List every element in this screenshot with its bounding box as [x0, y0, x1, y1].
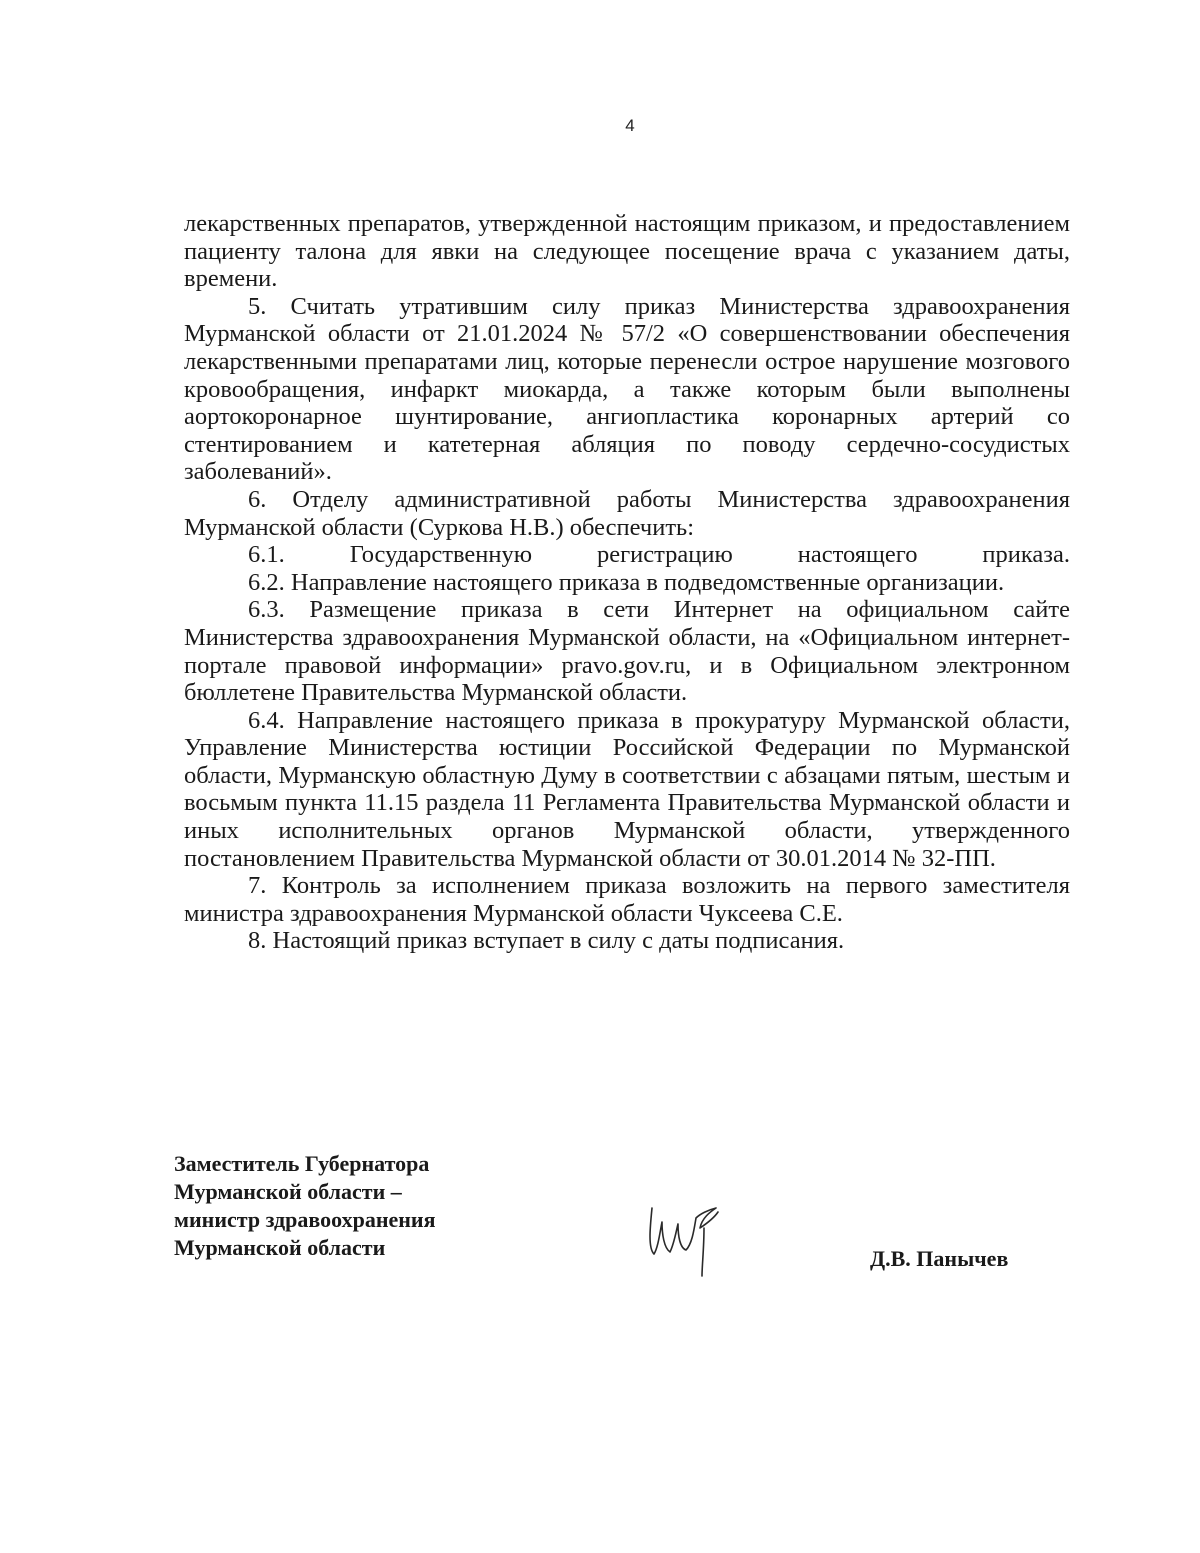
signer-title-line: Заместитель Губернатора	[174, 1151, 430, 1176]
signer-title	[174, 1150, 436, 1262]
paragraph-6-4: 6.4. Направление настоящего приказа в прокуратуру Мурманской области, Управление Министерства юстиции Российской Федерации по Мурманской области, Мурманскую областную Думу в соответствии с абзацами пятым, шестым и восьмым пункта 11.15 раздела 11 Регламента Правительства Мурманской области и иных исполнительных органов Мурманской области, утвержденного постановлением Правительства Мурманской области от 30.01.2014 № 32-ПП.	[184, 706, 1070, 872]
signer-title-line: Мурманской области –	[174, 1179, 402, 1204]
handwritten-signature	[644, 1188, 734, 1278]
signer-title-line: Мурманской области	[174, 1235, 386, 1260]
paragraph-5: 5. Считать утратившим силу приказ Министерства здравоохранения Мурманской области от 21.01.2024 № 57/2 «О совершенствовании обеспечения лекарственными препаратами лиц, которые перенесли острое нарушение мозгового кровообращения, инфаркт миокарда, а также которым были выполнены аортокоронарное шунтирование, ангиопластика коронарных артерий со стентированием и катетерная абляция по поводу сердечно-сосудистых заболеваний».	[184, 292, 1070, 486]
paragraph-6-3: 6.3. Размещение приказа в сети Интернет на официальном сайте Министерства здравоохранения Мурманской области, на «Официальном интернет-портале правовой информации» pravo.gov.ru, и в Официальном электронном бюллетене Правительства Мурманской области.	[184, 596, 1070, 707]
paragraph-6: 6. Отделу административной работы Министерства здравоохранения Мурманской области (Суркова Н.В.) обеспечить:	[184, 485, 1070, 541]
signer-name: Д.В. Панычев	[870, 1246, 1009, 1271]
signature-block	[174, 1150, 1074, 1290]
page-number: 4	[625, 116, 635, 135]
document-body	[184, 210, 1070, 955]
paragraph-8: 8. Настоящий приказ вступает в силу с даты подписания.	[248, 927, 845, 955]
paragraph-6-1: 6.1. Государственную регистрацию настоящего приказа.	[248, 541, 1070, 569]
signer-title-line: министр здравоохранения	[174, 1207, 436, 1232]
paragraph-6-2: 6.2. Направление настоящего приказа в подведомственные организации.	[248, 568, 1005, 596]
paragraph-7: 7. Контроль за исполнением приказа возложить на первого заместителя министра здравоохранения Мурманской области Чуксеева С.Е.	[184, 872, 1070, 927]
paragraph-continuation: лекарственных препаратов, утвержденной настоящим приказом, и предоставлением пациенту талона для явки на следующее посещение врача с указанием даты, времени.	[184, 210, 1070, 293]
